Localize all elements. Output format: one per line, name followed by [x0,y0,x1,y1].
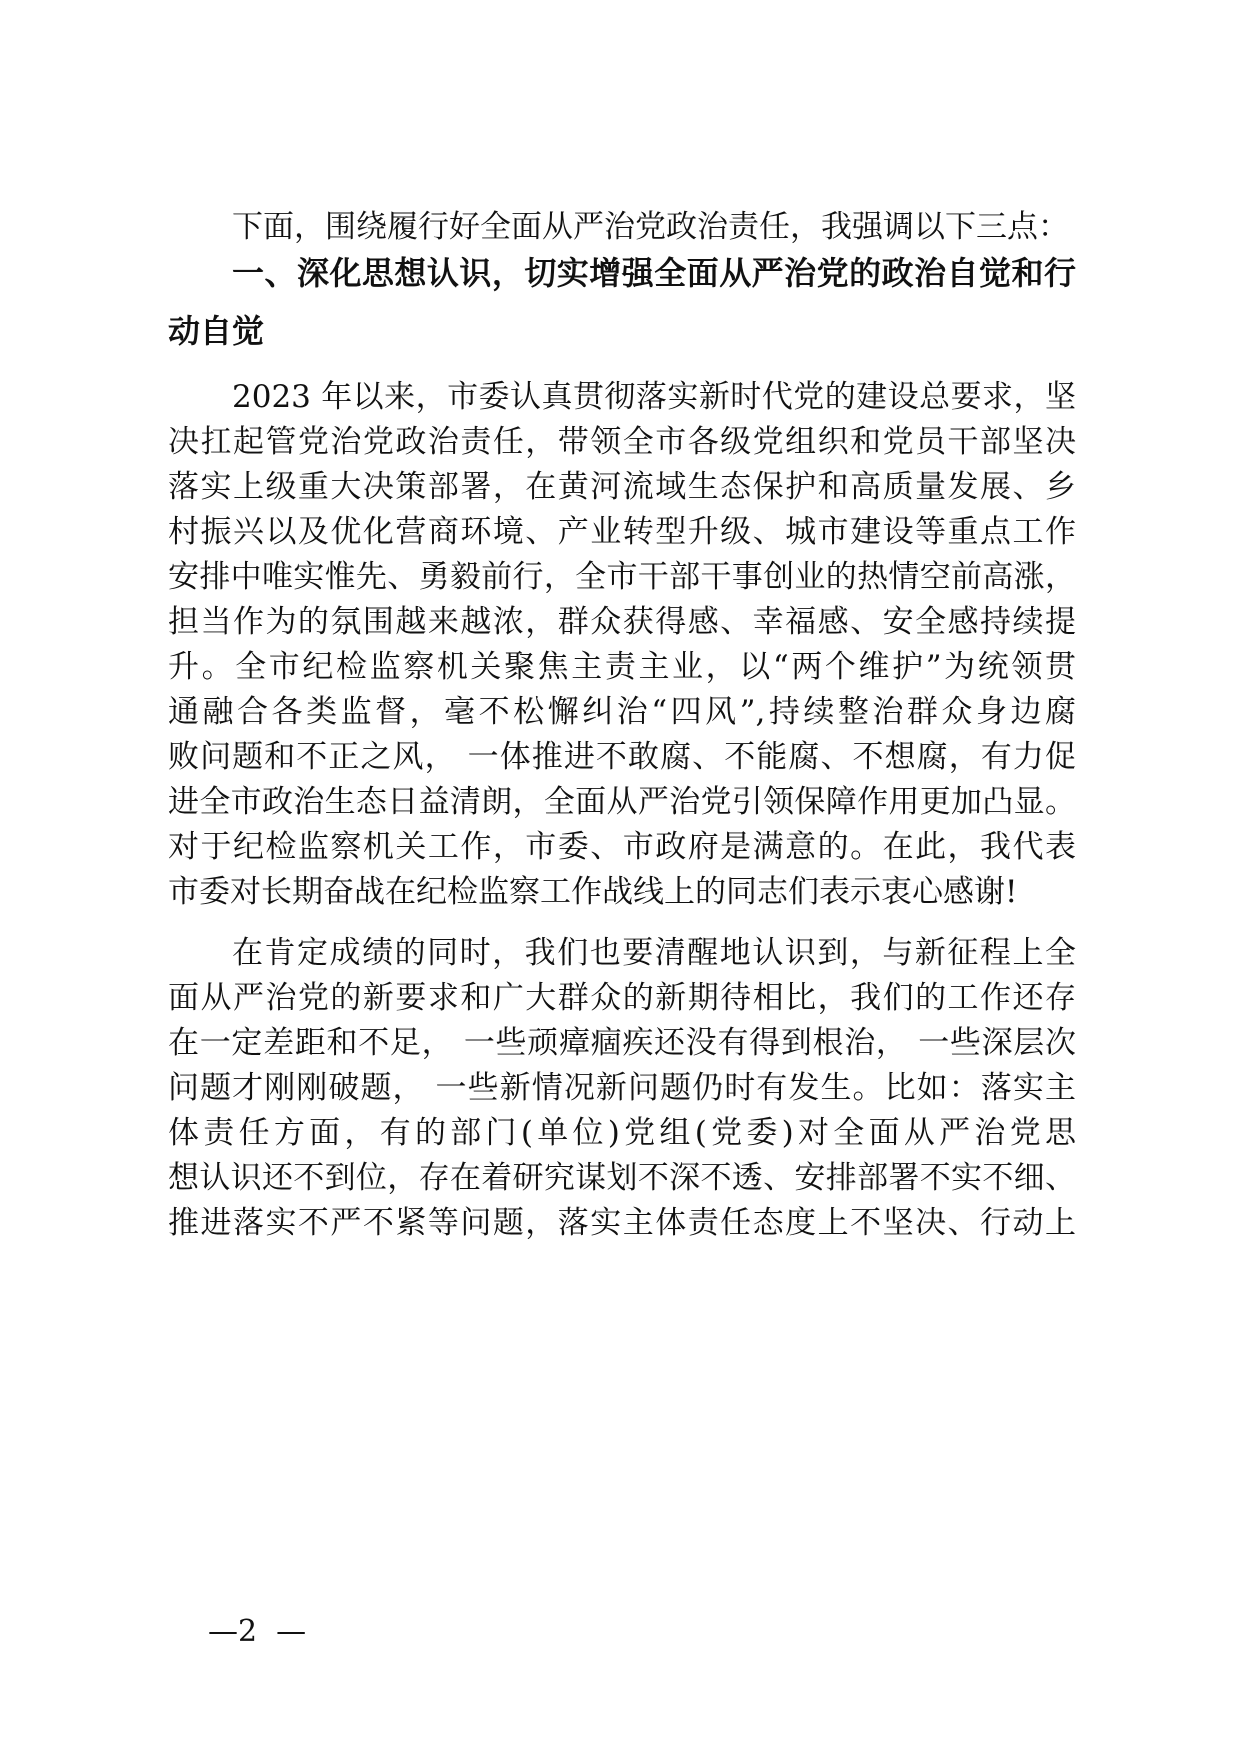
paragraph-2-line: 想认识还不到位，存在着研究谋划不深不透、安排部署不实不细、 [168,1160,1076,1196]
paragraph-2-line: 问题才刚刚破题， 一些新情况新问题仍时有发生。比如：落实主 [168,1070,1076,1106]
paragraph-1-line: 通融合各类监督，毫不松懈纠治“四风”,持续整治群众身边腐 [168,694,1076,730]
paragraph-1-line: 担当作为的氛围越来越浓，群众获得感、幸福感、安全感持续提 [168,604,1076,640]
paragraph-1-line: 2023 年以来，市委认真贯彻落实新时代党的建设总要求，坚 [232,379,1076,415]
section-heading-line-2: 动自觉 [168,312,265,350]
paragraph-1-line: 落实上级重大决策部署，在黄河流域生态保护和高质量发展、乡 [168,469,1076,505]
paragraph-1-line: 村振兴以及优化营商环境、产业转型升级、城市建设等重点工作 [168,514,1076,550]
paragraph-1-line: 进全市政治生态日益清朗，全面从严治党引领保障作用更加凸显。 [168,784,1076,820]
paragraph-2-line: 面从严治党的新要求和广大群众的新期待相比，我们的工作还存 [168,980,1076,1016]
paragraph-1-line: 决扛起管党治党政治责任，带领全市各级党组织和党员干部坚决 [168,424,1076,460]
paragraph-2-line: 推进落实不严不紧等问题，落实主体责任态度上不坚决、行动上 [168,1205,1076,1241]
paragraph-1-line: 市委对长期奋战在纪检监察工作战线上的同志们表示衷心感谢! [168,874,1018,910]
paragraph-1-line: 对于纪检监察机关工作，市委、市政府是满意的。在此，我代表 [168,829,1076,865]
paragraph-2-line: 在肯定成绩的同时，我们也要清醒地认识到，与新征程上全 [232,935,1076,971]
paragraph-2-line: 体责任方面，有的部门(单位)党组(党委)对全面从严治党思 [168,1115,1076,1151]
page-number: —2 — [208,1614,307,1649]
paragraph-2-line: 在一定差距和不足， 一些顽瘴痼疾还没有得到根治， 一些深层次 [168,1025,1076,1061]
paragraph-1-line: 升。全市纪检监察机关聚焦主责主业，以“两个维护”为统领贯 [168,649,1076,685]
paragraph-1-line: 安排中唯实惟先、勇毅前行，全市干部干事创业的热情空前高涨， [168,559,1076,595]
section-heading-line-1: 一、深化思想认识，切实增强全面从严治党的政治自觉和行 [232,254,1076,292]
paragraph-1-line: 败问题和不正之风， 一体推进不敢腐、不能腐、不想腐，有力促 [168,739,1076,775]
intro-line: 下面，围绕履行好全面从严治党政治责任，我强调以下三点： [232,209,1069,245]
